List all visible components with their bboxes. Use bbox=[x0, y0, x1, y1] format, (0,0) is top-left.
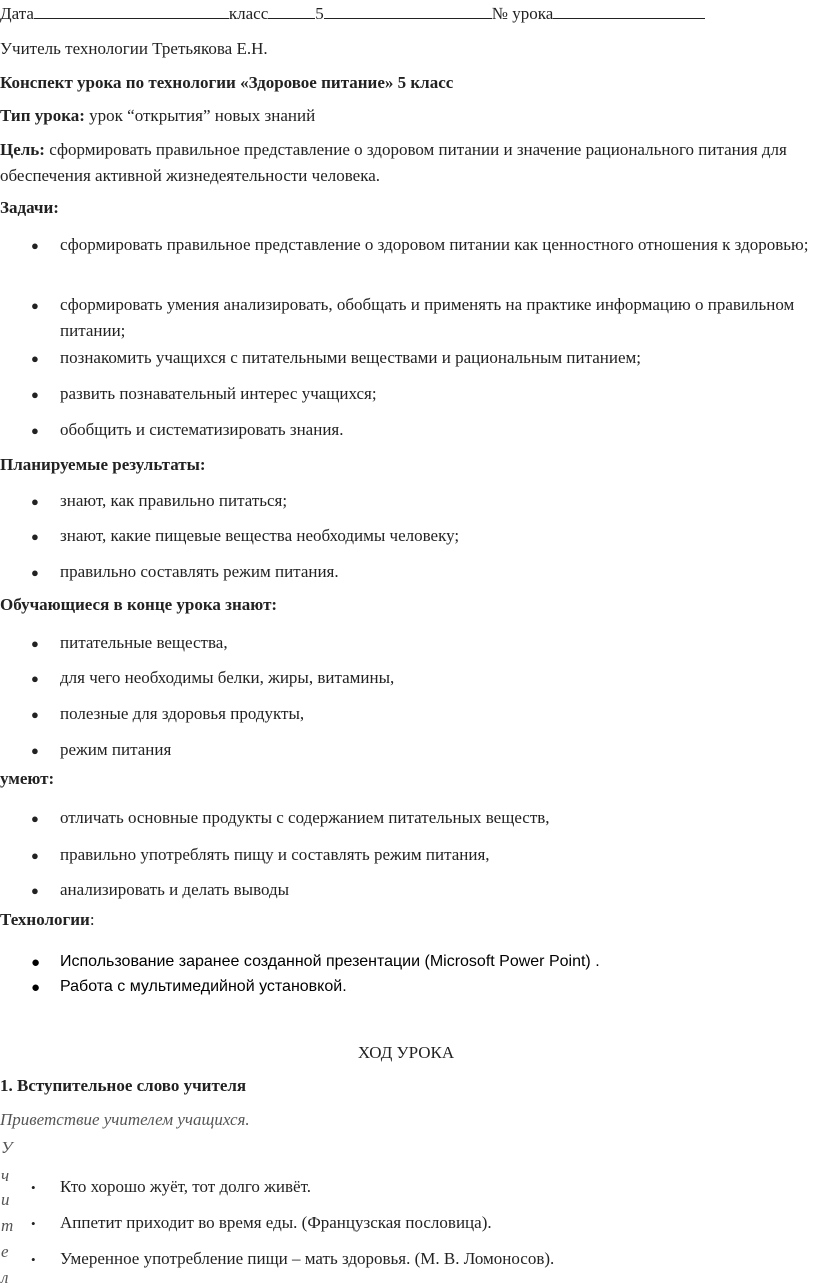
lesson-number-label: № урока bbox=[491, 4, 554, 23]
tech-heading bbox=[0, 910, 95, 930]
list-item-text: знают, какие пищевые вещества необходимы человеку; bbox=[60, 526, 460, 545]
bullet-icon: ● bbox=[31, 494, 39, 509]
list-item-text: развить познавательный интерес учащихся; bbox=[60, 384, 377, 403]
date-label: Дата bbox=[0, 4, 34, 23]
side-letter: ч bbox=[1, 1166, 10, 1185]
can-heading-text: умеют: bbox=[0, 769, 55, 788]
class-blank-left bbox=[268, 2, 315, 19]
bullet-icon: ● bbox=[31, 565, 39, 580]
list-item-text: Работа с мультимедийной установкой. bbox=[60, 978, 347, 995]
bullet-icon: ● bbox=[31, 707, 39, 722]
results-heading-text: Планируемые результаты: bbox=[0, 455, 206, 474]
lesson-number-blank bbox=[553, 2, 705, 19]
bullet-icon: ● bbox=[31, 811, 39, 826]
class-value: 5 bbox=[315, 4, 324, 23]
list-item-text: правильно употреблять пищу и составлять режим питания, bbox=[60, 845, 490, 864]
list-item-text: Умеренное употребление пищи – мать здоровья. (М. В. Ломоносов). bbox=[60, 1249, 555, 1268]
list-item-text: обобщить и систематизировать знания. bbox=[60, 420, 344, 439]
side-letter: т bbox=[1, 1216, 14, 1235]
teacher-line: Учитель технологии Третьякова Е.Н. bbox=[0, 39, 268, 58]
list-item-text: для чего необходимы белки, жиры, витамины, bbox=[60, 668, 395, 687]
class-label: класс bbox=[228, 4, 269, 23]
goal-text: сформировать правильное представление о здоровом питании и значение рационального питания для обеспечения активной жизнедеятельности человека. bbox=[0, 140, 787, 185]
tech-heading-colon: : bbox=[89, 910, 95, 929]
side-letter: е bbox=[1, 1242, 9, 1261]
header-line bbox=[0, 2, 705, 24]
list-item-text: отличать основные продукты с содержанием питательных веществ, bbox=[60, 808, 550, 827]
bullet-icon: • bbox=[31, 1216, 36, 1231]
date-blank bbox=[34, 2, 229, 19]
bullet-icon: ● bbox=[31, 848, 39, 863]
bullet-icon: ● bbox=[31, 298, 39, 313]
bullet-icon: ● bbox=[31, 671, 39, 686]
bullet-icon: • bbox=[31, 1252, 36, 1267]
class-blank-right bbox=[324, 2, 492, 19]
lesson-progress-heading: ХОД УРОКА bbox=[357, 1043, 455, 1062]
list-item-text: анализировать и делать выводы bbox=[60, 880, 290, 899]
bullet-icon: • bbox=[31, 1180, 36, 1195]
list-item-text: познакомить учащихся с питательными веществами и рациональным питанием; bbox=[60, 348, 641, 367]
bullet-icon: ● bbox=[31, 979, 41, 996]
list-item-text: режим питания bbox=[60, 740, 172, 759]
bullet-icon: ● bbox=[31, 529, 39, 544]
side-letter: и bbox=[1, 1190, 10, 1209]
goal-label: Цель: bbox=[0, 140, 45, 159]
bullet-icon: ● bbox=[31, 743, 39, 758]
side-letter: л bbox=[1, 1268, 9, 1287]
list-item-text: полезные для здоровья продукты, bbox=[60, 704, 305, 723]
bullet-icon: ● bbox=[31, 351, 39, 366]
lesson-title-text: Конспект урока по технологии «Здоровое питание» 5 класс bbox=[0, 73, 454, 92]
section1-heading-text: 1. Вступительное слово учителя bbox=[0, 1076, 247, 1095]
lesson-type bbox=[0, 106, 315, 126]
list-item-text: сформировать правильное представление о здоровом питании как ценностного отношения к здоровью; bbox=[60, 235, 809, 254]
bullet-icon: ● bbox=[31, 954, 41, 971]
tasks-heading-text: Задачи: bbox=[0, 198, 59, 217]
section1-heading bbox=[0, 1076, 246, 1096]
lesson-type-label: Тип урока: bbox=[0, 106, 85, 125]
side-letter: У bbox=[1, 1138, 13, 1157]
bullet-icon: ● bbox=[31, 883, 39, 898]
know-heading bbox=[0, 595, 277, 615]
list-item-text: Кто хорошо жуёт, тот долго живёт. bbox=[60, 1177, 311, 1196]
tech-heading-text: Технологии bbox=[0, 910, 90, 929]
greeting-line: Приветствие учителем учащихся. bbox=[0, 1110, 250, 1129]
bullet-icon: ● bbox=[31, 387, 39, 402]
tasks-heading bbox=[0, 198, 59, 218]
can-heading bbox=[0, 769, 54, 789]
bullet-icon: ● bbox=[31, 238, 39, 253]
results-heading bbox=[0, 455, 206, 475]
bullet-icon: ● bbox=[31, 423, 39, 438]
list-item-text: Аппетит приходит во время еды. (Французская пословица). bbox=[60, 1213, 492, 1232]
list-item-text: правильно составлять режим питания. bbox=[60, 562, 339, 581]
bullet-icon: ● bbox=[31, 636, 39, 651]
lesson-title bbox=[0, 73, 453, 93]
know-heading-text: Обучающиеся в конце урока знают: bbox=[0, 595, 278, 614]
lesson-goal bbox=[0, 137, 812, 189]
lesson-type-value: урок “открытия” новых знаний bbox=[84, 106, 316, 125]
list-item-text: питательные вещества, bbox=[60, 633, 228, 652]
list-item-text: знают, как правильно питаться; bbox=[60, 491, 288, 510]
list-item-text: сформировать умения анализировать, обобщать и применять на практике информацию о правильном питании; bbox=[60, 295, 795, 340]
list-item-text: Использование заранее созданной презентации (Microsoft Power Point) . bbox=[60, 953, 600, 970]
